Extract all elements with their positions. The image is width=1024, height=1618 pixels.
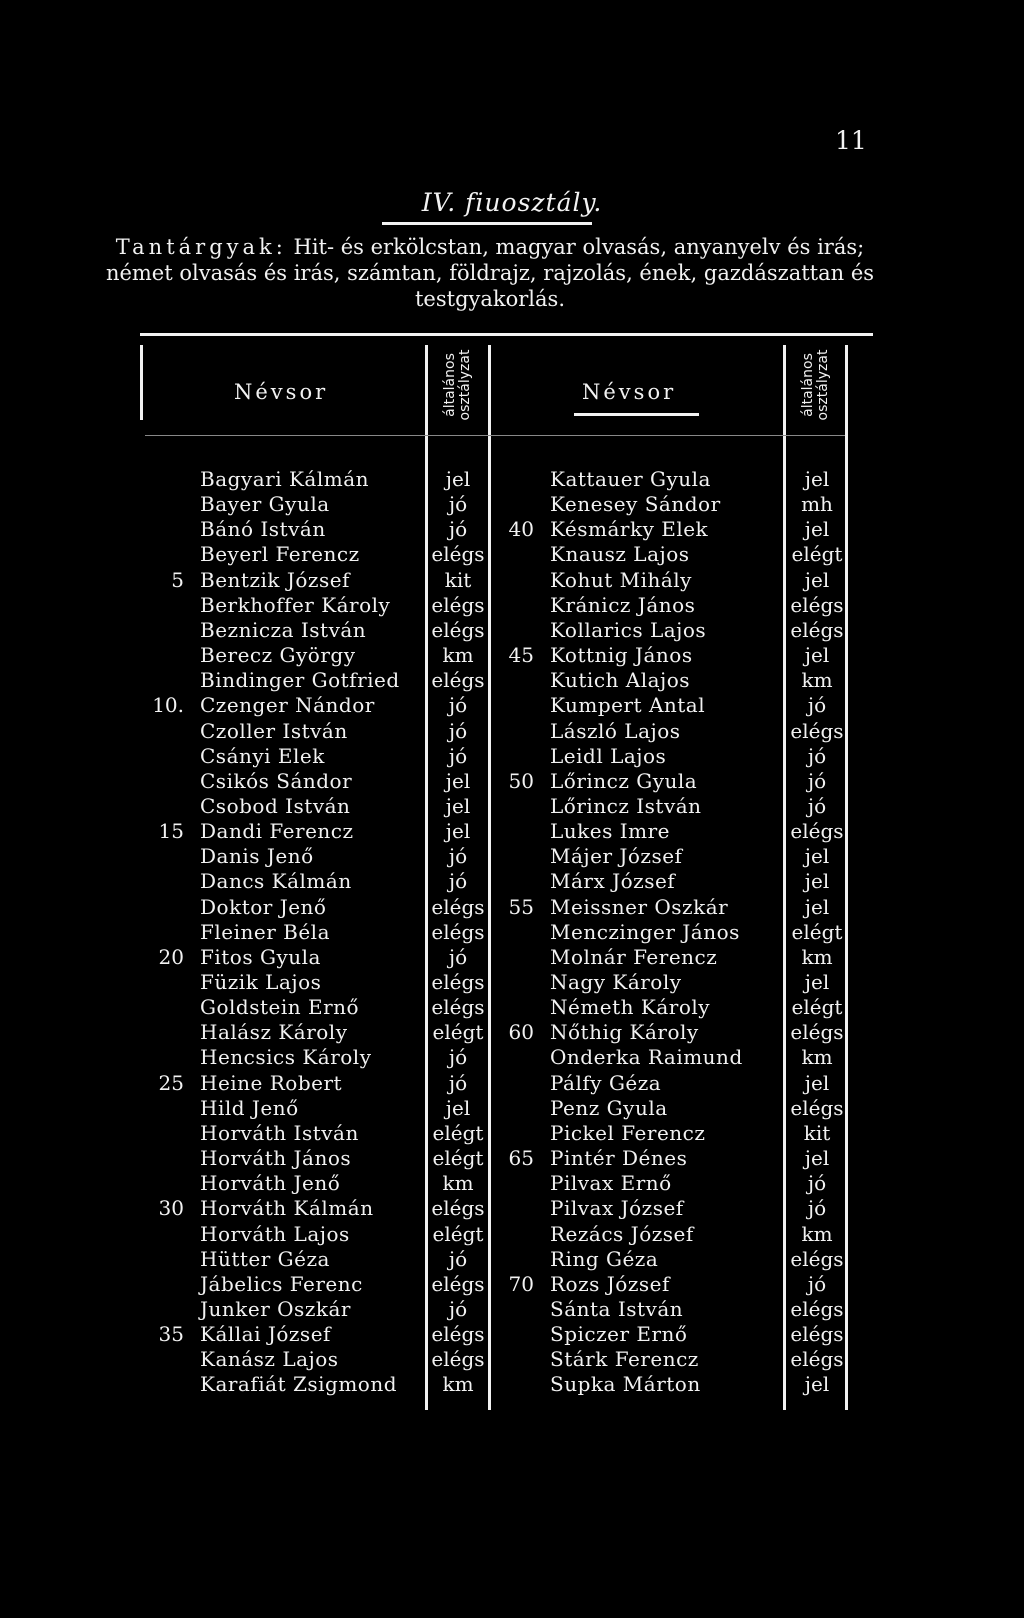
student-grade: elégs bbox=[790, 1347, 844, 1371]
student-grade: jel bbox=[804, 844, 830, 868]
table-row bbox=[0, 1146, 1024, 1171]
student-name: Csikós Sándor bbox=[200, 769, 353, 793]
header-grade-right-text: általános osztályzat bbox=[800, 349, 831, 421]
student-name: Nőthig Károly bbox=[550, 1020, 699, 1044]
student-name: Pilvax József bbox=[550, 1196, 684, 1220]
student-name: Horváth Kálmán bbox=[200, 1196, 374, 1220]
student-grade: elégs bbox=[431, 668, 485, 692]
student-name: Rezács József bbox=[550, 1222, 694, 1246]
row-number: 20 bbox=[158, 945, 184, 969]
left-border bbox=[140, 345, 143, 420]
table-row bbox=[0, 719, 1024, 744]
table-row bbox=[0, 618, 1024, 643]
student-name: Jábelics Ferenc bbox=[200, 1272, 363, 1296]
student-grade: km bbox=[801, 1045, 833, 1069]
student-grade: jó bbox=[807, 794, 827, 818]
student-grade: jel bbox=[804, 1071, 830, 1095]
student-grade: elégs bbox=[431, 1272, 485, 1296]
student-name: Bentzik József bbox=[200, 568, 350, 592]
student-grade: km bbox=[801, 945, 833, 969]
header-bottom-rule bbox=[145, 435, 845, 436]
student-grade: jó bbox=[448, 517, 468, 541]
student-name: Molnár Ferencz bbox=[550, 945, 718, 969]
student-name: Horváth Jenő bbox=[200, 1171, 341, 1195]
student-grade: elégs bbox=[790, 618, 844, 642]
student-grade: elégs bbox=[790, 1297, 844, 1321]
student-name: Supka Márton bbox=[550, 1372, 701, 1396]
table-row bbox=[0, 1171, 1024, 1196]
student-name: Fitos Gyula bbox=[200, 945, 321, 969]
student-grade: km bbox=[442, 643, 474, 667]
table-row bbox=[0, 517, 1024, 542]
student-name: Goldstein Ernő bbox=[200, 995, 360, 1019]
student-grade: jel bbox=[804, 467, 830, 491]
table-row bbox=[0, 1297, 1024, 1322]
table-row bbox=[0, 1121, 1024, 1146]
table-row bbox=[0, 568, 1024, 593]
table-row bbox=[0, 492, 1024, 517]
student-name: Onderka Raimund bbox=[550, 1045, 743, 1069]
row-number: 70 bbox=[508, 1272, 534, 1296]
row-number: 40 bbox=[508, 517, 534, 541]
student-grade: elégs bbox=[790, 819, 844, 843]
table-row bbox=[0, 1222, 1024, 1247]
student-name: Czenger Nándor bbox=[200, 693, 375, 717]
student-grade: elégs bbox=[790, 719, 844, 743]
student-grade: jel bbox=[804, 517, 830, 541]
table-row bbox=[0, 1272, 1024, 1297]
student-name: Horváth János bbox=[200, 1146, 352, 1170]
table-row bbox=[0, 1247, 1024, 1272]
student-name: Lőrincz Gyula bbox=[550, 769, 698, 793]
student-grade: jó bbox=[448, 945, 468, 969]
student-grade: elégs bbox=[790, 593, 844, 617]
title-underline bbox=[382, 222, 592, 225]
student-name: Kumpert Antal bbox=[550, 693, 706, 717]
subjects-label: Tantárgyak: bbox=[115, 235, 287, 259]
student-name: Berecz György bbox=[200, 643, 356, 667]
student-name: Kránicz János bbox=[550, 593, 696, 617]
student-name: Pickel Ferencz bbox=[550, 1121, 706, 1145]
student-grade: jel bbox=[804, 895, 830, 919]
student-name: Kutich Alajos bbox=[550, 668, 691, 692]
student-grade: jel bbox=[804, 568, 830, 592]
table-row bbox=[0, 1045, 1024, 1070]
student-name: Pálfy Géza bbox=[550, 1071, 662, 1095]
student-name: Penz Gyula bbox=[550, 1096, 668, 1120]
student-grade: elégt bbox=[432, 1222, 484, 1246]
student-grade: mh bbox=[801, 492, 833, 516]
student-name: Lukes Imre bbox=[550, 819, 670, 843]
student-grade: jó bbox=[807, 1272, 827, 1296]
student-grade: jel bbox=[804, 1372, 830, 1396]
table-row bbox=[0, 744, 1024, 769]
student-grade: jó bbox=[807, 744, 827, 768]
student-grade: km bbox=[442, 1171, 474, 1195]
student-grade: elégt bbox=[432, 1146, 484, 1170]
student-name: Márx József bbox=[550, 869, 676, 893]
student-name: Horváth Lajos bbox=[200, 1222, 350, 1246]
student-grade: km bbox=[801, 1222, 833, 1246]
student-name: Bagyari Kálmán bbox=[200, 467, 369, 491]
student-name: Kottnig János bbox=[550, 643, 693, 667]
table-row bbox=[0, 869, 1024, 894]
student-grade: jel bbox=[445, 819, 471, 843]
student-grade: elégs bbox=[431, 542, 485, 566]
student-name: Bindinger Gotfried bbox=[200, 668, 400, 692]
table-row bbox=[0, 1020, 1024, 1045]
row-number: 15 bbox=[158, 819, 184, 843]
student-grade: elégt bbox=[432, 1121, 484, 1145]
student-name: Junker Oszkár bbox=[200, 1297, 351, 1321]
row-number: 30 bbox=[158, 1196, 184, 1220]
student-grade: elégt bbox=[432, 1020, 484, 1044]
student-grade: jel bbox=[445, 769, 471, 793]
student-grade: elégt bbox=[791, 920, 843, 944]
student-name: Kanász Lajos bbox=[200, 1347, 339, 1371]
student-grade: km bbox=[801, 668, 833, 692]
header-name-underline bbox=[574, 413, 699, 416]
table-row bbox=[0, 1347, 1024, 1372]
student-name: Beznicza István bbox=[200, 618, 367, 642]
student-grade: jó bbox=[448, 744, 468, 768]
table-row bbox=[0, 693, 1024, 718]
student-name: László Lajos bbox=[550, 719, 681, 743]
student-name: Karafiát Zsigmond bbox=[200, 1372, 398, 1396]
table-row bbox=[0, 542, 1024, 567]
student-name: Menczinger János bbox=[550, 920, 740, 944]
table-row bbox=[0, 643, 1024, 668]
table-row bbox=[0, 920, 1024, 945]
table-row bbox=[0, 1071, 1024, 1096]
student-grade: jel bbox=[445, 467, 471, 491]
subjects-paragraph bbox=[105, 234, 875, 312]
student-name: Hencsics Károly bbox=[200, 1045, 372, 1069]
student-name: Berkhoffer Károly bbox=[200, 593, 391, 617]
student-grade: jó bbox=[448, 1247, 468, 1271]
student-grade: jel bbox=[445, 794, 471, 818]
student-name: Knausz Lajos bbox=[550, 542, 690, 566]
student-name: Hild Jenő bbox=[200, 1096, 299, 1120]
row-number: 25 bbox=[158, 1071, 184, 1095]
header-grade-left-text: általános osztályzat bbox=[442, 349, 473, 421]
student-grade: elégt bbox=[791, 995, 843, 1019]
student-grade: jó bbox=[448, 1045, 468, 1069]
student-name: Halász Károly bbox=[200, 1020, 348, 1044]
student-name: Sánta István bbox=[550, 1297, 684, 1321]
student-name: Füzik Lajos bbox=[200, 970, 322, 994]
student-grade: kit bbox=[444, 568, 472, 592]
student-name: Nagy Károly bbox=[550, 970, 682, 994]
subjects-text: Hit- és erkölcstan, magyar olvasás, anyanyelv és irás; német olvasás és irás, számtan, földrajz, rajzolás, ének, gazdászattan és testgyakorlás. bbox=[105, 235, 875, 311]
student-grade: elégs bbox=[431, 618, 485, 642]
student-name: Csobod István bbox=[200, 794, 351, 818]
student-name: Kállai József bbox=[200, 1322, 331, 1346]
student-name: Lőrincz István bbox=[550, 794, 702, 818]
student-grade: elégs bbox=[790, 1247, 844, 1271]
page-title: IV. fiuosztály. bbox=[421, 188, 603, 217]
student-grade: jó bbox=[448, 693, 468, 717]
student-name: Bayer Gyula bbox=[200, 492, 330, 516]
student-name: Kenesey Sándor bbox=[550, 492, 721, 516]
student-grade: elégs bbox=[431, 995, 485, 1019]
student-name: Fleiner Béla bbox=[200, 920, 330, 944]
student-grade: jó bbox=[448, 492, 468, 516]
row-number: 60 bbox=[508, 1020, 534, 1044]
table-row bbox=[0, 1196, 1024, 1221]
student-grade: jó bbox=[448, 1071, 468, 1095]
table-row bbox=[0, 1096, 1024, 1121]
student-grade: jel bbox=[804, 1146, 830, 1170]
student-name: Dandi Ferencz bbox=[200, 819, 354, 843]
header-name-right: Névsor bbox=[582, 380, 677, 404]
student-grade: jó bbox=[807, 1171, 827, 1195]
student-grade: elégs bbox=[790, 1096, 844, 1120]
student-name: Késmárky Elek bbox=[550, 517, 709, 541]
student-grade: elégs bbox=[431, 1196, 485, 1220]
student-grade: jó bbox=[448, 1297, 468, 1321]
student-name: Csányi Elek bbox=[200, 744, 325, 768]
student-name: Pilvax Ernő bbox=[550, 1171, 672, 1195]
student-name: Danis Jenő bbox=[200, 844, 314, 868]
student-name: Ring Géza bbox=[550, 1247, 659, 1271]
student-grade: kit bbox=[803, 1121, 831, 1145]
student-grade: elégs bbox=[431, 593, 485, 617]
student-name: Kohut Mihály bbox=[550, 568, 692, 592]
student-name: Doktor Jenő bbox=[200, 895, 327, 919]
student-name: Kollarics Lajos bbox=[550, 618, 707, 642]
student-name: Horváth István bbox=[200, 1121, 359, 1145]
student-grade: elégs bbox=[790, 1020, 844, 1044]
header-grade-right bbox=[786, 345, 846, 425]
student-grade: elégs bbox=[790, 1322, 844, 1346]
header-grade-left bbox=[428, 345, 488, 425]
table-row bbox=[0, 844, 1024, 869]
table-row bbox=[0, 895, 1024, 920]
student-grade: elégt bbox=[791, 542, 843, 566]
student-grade: jel bbox=[804, 970, 830, 994]
student-name: Dancs Kálmán bbox=[200, 869, 352, 893]
table-row bbox=[0, 995, 1024, 1020]
student-name: Spiczer Ernő bbox=[550, 1322, 688, 1346]
table-row bbox=[0, 945, 1024, 970]
table-row bbox=[0, 970, 1024, 995]
student-name: Kattauer Gyula bbox=[550, 467, 711, 491]
row-number: 10. bbox=[152, 693, 184, 717]
table-row bbox=[0, 794, 1024, 819]
student-name: Meissner Oszkár bbox=[550, 895, 729, 919]
row-number: 45 bbox=[508, 643, 534, 667]
table-row bbox=[0, 1372, 1024, 1397]
student-grade: jó bbox=[807, 1196, 827, 1220]
student-name: Hütter Géza bbox=[200, 1247, 330, 1271]
student-name: Pintér Dénes bbox=[550, 1146, 688, 1170]
student-grade: elégs bbox=[431, 1347, 485, 1371]
student-name: Czoller István bbox=[200, 719, 348, 743]
student-grade: jel bbox=[804, 643, 830, 667]
table-top-rule bbox=[140, 333, 873, 336]
student-name: Beyerl Ferencz bbox=[200, 542, 360, 566]
row-number: 50 bbox=[508, 769, 534, 793]
student-name: Heine Robert bbox=[200, 1071, 343, 1095]
student-grade: elégs bbox=[431, 895, 485, 919]
student-name: Rozs József bbox=[550, 1272, 670, 1296]
table-row bbox=[0, 668, 1024, 693]
table-row bbox=[0, 593, 1024, 618]
student-grade: jó bbox=[807, 693, 827, 717]
student-name: Májer József bbox=[550, 844, 683, 868]
student-name: Bánó István bbox=[200, 517, 326, 541]
student-grade: jó bbox=[448, 719, 468, 743]
row-number: 5 bbox=[171, 568, 184, 592]
student-grade: jó bbox=[448, 844, 468, 868]
student-name: Stárk Ferencz bbox=[550, 1347, 699, 1371]
header-name-left: Névsor bbox=[234, 380, 329, 404]
page-number: 11 bbox=[835, 126, 867, 155]
student-grade: jó bbox=[807, 769, 827, 793]
student-grade: elégs bbox=[431, 1322, 485, 1346]
student-name: Leidl Lajos bbox=[550, 744, 667, 768]
table-row bbox=[0, 1322, 1024, 1347]
table-row bbox=[0, 819, 1024, 844]
student-name: Németh Károly bbox=[550, 995, 711, 1019]
table-row bbox=[0, 467, 1024, 492]
row-number: 35 bbox=[158, 1322, 184, 1346]
student-grade: elégs bbox=[431, 920, 485, 944]
row-number: 55 bbox=[508, 895, 534, 919]
student-grade: km bbox=[442, 1372, 474, 1396]
table-row bbox=[0, 769, 1024, 794]
student-grade: jó bbox=[448, 869, 468, 893]
row-number: 65 bbox=[508, 1146, 534, 1170]
student-grade: elégs bbox=[431, 970, 485, 994]
student-grade: jel bbox=[445, 1096, 471, 1120]
student-grade: jel bbox=[804, 869, 830, 893]
